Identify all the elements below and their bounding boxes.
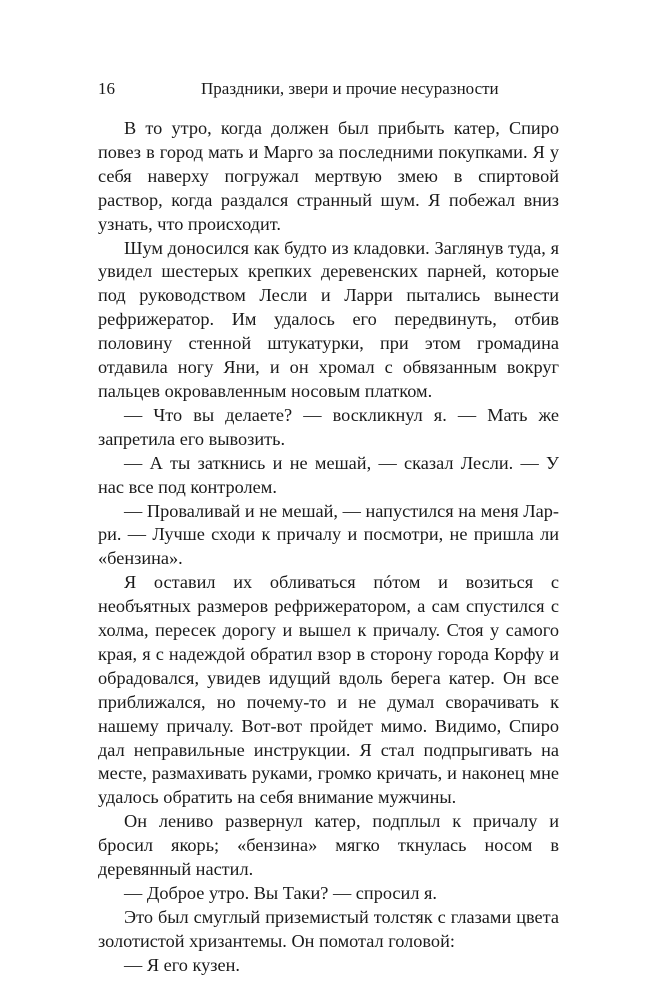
running-title: Праздники, звери и прочие несуразности bbox=[201, 79, 499, 98]
paragraph: Это был смуглый приземистый толстяк с глазами цвета золотистой хризантемы. Он помотал головой: bbox=[98, 906, 559, 951]
paragraph: Шум доносился как будто из кладовки. Заглянув туда, я увидел шестерых крепких деревенских парней, которые под руководством Лесли и Ларри пытались вынести рефрижератор. Им удалось его передвинуть, отбив половину стенной штукатурки, при этом громадина отдавила ногу Яни, и он хромал с обвязанным вокруг пальцев окровавленным носовым платком. bbox=[98, 237, 559, 401]
body-text bbox=[98, 117, 559, 978]
dialogue-line: — Доброе утро. Вы Таки? — спросил я. bbox=[124, 883, 438, 903]
dialogue-line: — А ты заткнись и не мешай, — сказал Лесли. — У нас все под контролем. bbox=[98, 452, 559, 497]
paragraph: В то утро, когда должен был прибыть катер, Спиро повез в город мать и Марго за последними покупками. Я у себя наверху погружал мертвую змею в спиртовой раствор, когда раздался странный шум. Я побежал вниз узнать, что происходит. bbox=[98, 118, 559, 234]
paragraph: Я оставил их обливаться пóтом и возиться с необъятных размеров рефрижератором, а сам спустился с холма, пересек дорогу и вышел к причалу. Стоя у самого края, я с надеждой обратил взор в сторону города Корфу и обрадовался, увидев идущий вдоль берега катер. Он все приближался, но почему-то и не думал сворачивать к нашему причалу. Вот-вот пройдет мимо. Видимо, Спиро дал неправильные инструкции. Я стал подпрыгивать на месте, размахивать руками, громко кричать, и наконец мне удалось обратить на себя внимание мужчины. bbox=[98, 572, 559, 808]
dialogue-line: — Я его кузен. bbox=[124, 954, 240, 975]
dialogue-line: — Что вы делаете? — воскликнул я. — Мать же запретила его вывозить. bbox=[98, 404, 559, 449]
page-number: 16 bbox=[98, 79, 115, 98]
paragraph: Он лениво развернул катер, подплыл к причалу и бросил якорь; «бензина» мягко ткнулась носом в деревянный настил. bbox=[98, 811, 559, 880]
dialogue-line: — Проваливай и не мешай, — напустился на меня Ларри. — Лучше сходи к причалу и посмотри, не пришла ли «бензина». bbox=[98, 500, 559, 569]
